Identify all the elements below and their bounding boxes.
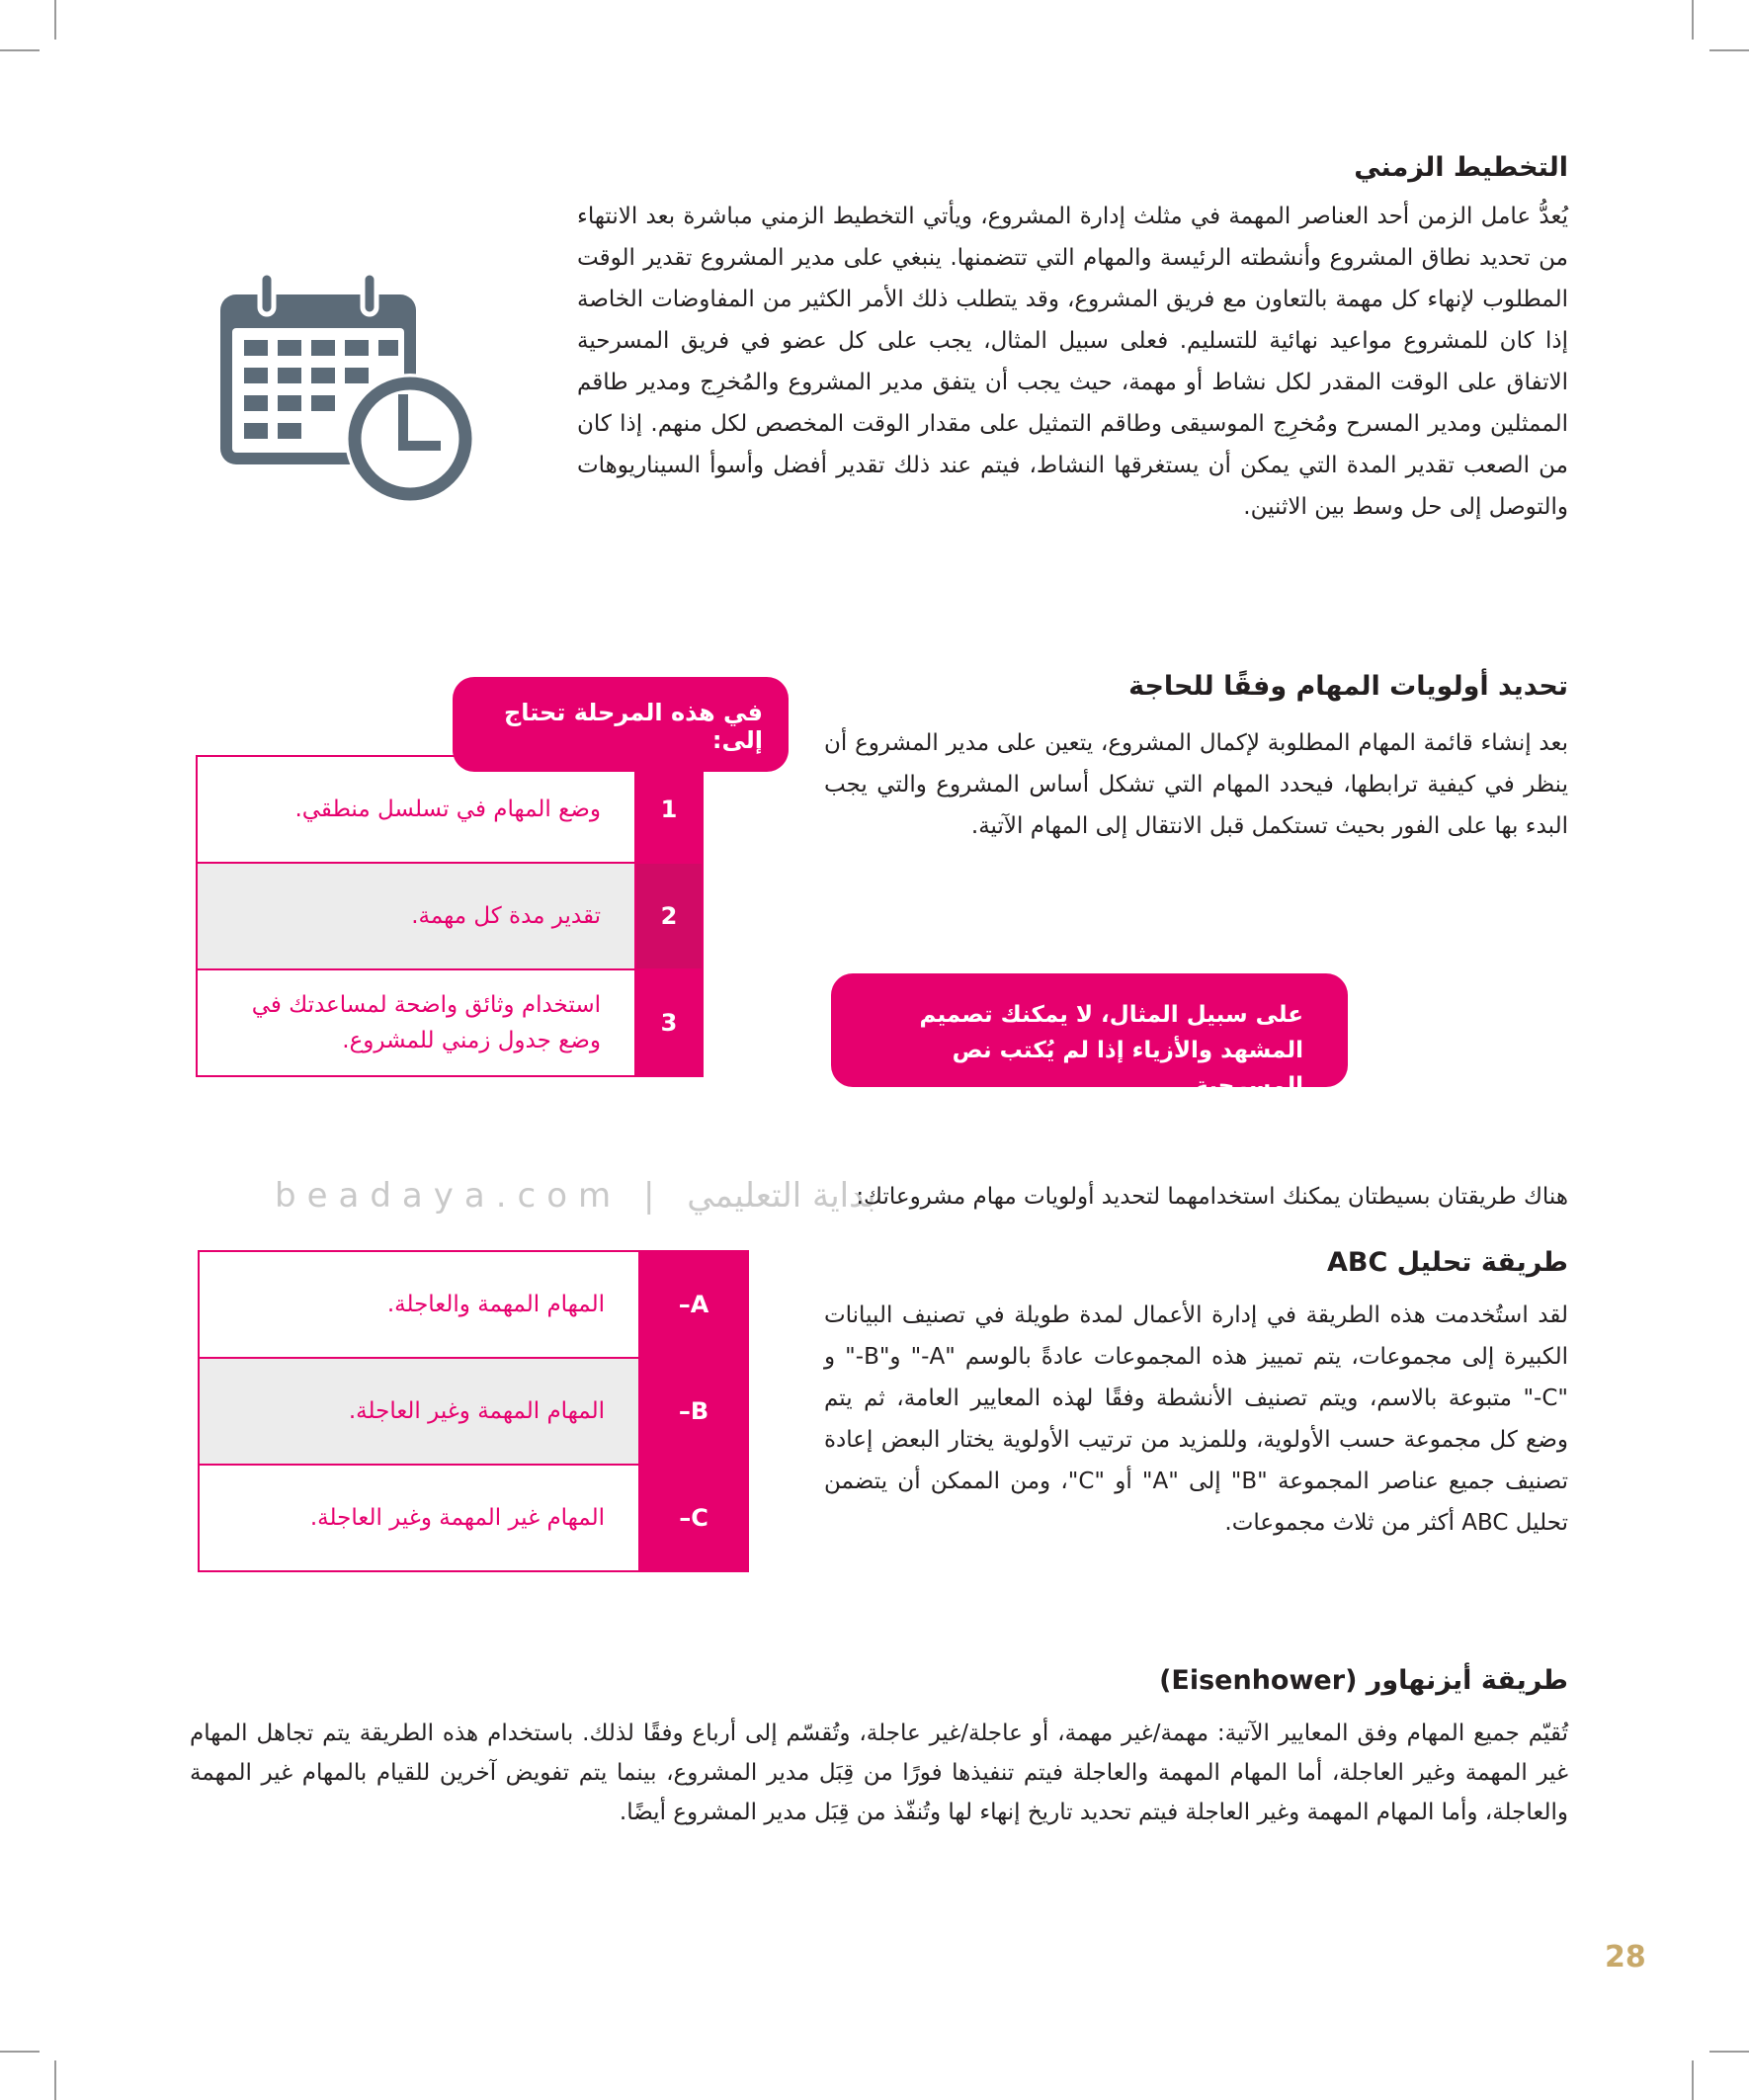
crop-mark [54, 0, 56, 40]
table-row [197, 756, 703, 863]
crop-mark [0, 49, 40, 51]
table-row [199, 1358, 748, 1465]
abc-group-text: المهام المهمة وغير العاجلة. [199, 1358, 639, 1465]
crop-mark [1692, 0, 1694, 40]
watermark: beadaya.com | بداية التعليمي [275, 1176, 876, 1216]
need-item-number: 3 [635, 969, 703, 1076]
section-title-abc: طريقة تحليل ABC [1326, 1247, 1568, 1278]
crop-mark [1692, 2060, 1694, 2100]
need-item-text: تقدير مدة كل مهمة. [197, 863, 635, 969]
section-title-priorities: تحديد أولويات المهام وفقًا للحاجة [1128, 671, 1568, 702]
need-item-number: 1 [635, 756, 703, 863]
abc-group-label: C– [639, 1465, 748, 1571]
crop-mark [54, 2060, 56, 2100]
abc-group-label: A– [639, 1251, 748, 1358]
need-box-title: في هذه المرحلة تحتاج إلى: [453, 677, 789, 772]
abc-groups-table [198, 1250, 749, 1572]
table-row [197, 969, 703, 1076]
need-item-text: وضع المهام في تسلسل منطقي. [197, 756, 635, 863]
crop-mark [0, 2051, 40, 2053]
example-callout: على سبيل المثال، لا يمكنك تصميم المشهد والأزياء إذا لم يُكتب نص المسرحية. [831, 973, 1348, 1087]
time-planning-paragraph: يُعدُّ عامل الزمن أحد العناصر المهمة في مثلث إدارة المشروع، ويأتي التخطيط الزمني مباشرة بعد الانتهاء من تحديد نطاق المشروع وأنشطته الرئيسة والمهام التي تتضمنها. ينبغي على مدير المشروع تقدير الوقت المطلوب لإنهاء كل مهمة بالتعاون مع فريق المشروع، وقد يتطلب ذلك الأمر الكثير من المفاوضات الخاصة إذا كان للمشروع مواعيد نهائية للتسليم. فعلى سبيل المثال، يجب على كل عضو في فريق المسرحية الاتفاق على الوقت المقدر لكل نشاط أو مهمة، حيث يجب أن يتفق مدير المشروع والمُخرِج ومدير طاقم الممثلين ومدير المسرح ومُخرِج الموسيقى وطاقم التمثيل على مقدار الوقت المخصص لكل منهم. إذا كان من الصعب تقدير المدة التي يمكن أن يستغرقها النشاط، فيتم عند ذلك تقدير أفضل وأسوأ السيناريوهات والتوصل إلى حل وسط بين الاثنين. [577, 204, 1568, 520]
abc-paragraph: لقد استُخدمت هذه الطريقة في إدارة الأعمال لمدة طويلة في تصنيف البيانات الكبيرة إلى مجموعات، يتم تمييز هذه المجموعات عادةً بالوسم "A-" و"B-" و "C-" متبوعة بالاسم، ويتم تصنيف الأنشطة وفقًا لهذه المعايير العامة، ثم يتم وضع كل مجموعة حسب الأولوية، وللمزيد من ترتيب الأولوية يختار البعض إعادة تصنيف جميع عناصر المجموعة "B" إلى "A" أو "C"، ومن الممكن أن يتضمن تحليل ABC أكثر من ثلاث مجموعات. [824, 1302, 1569, 1536]
crop-mark [1709, 49, 1749, 51]
methods-intro: هناك طريقتان بسيطتان يمكنك استخدامهما لتحديد أولويات مهام مشروعاتك: [856, 1184, 1568, 1210]
need-item-text: استخدام وثائق واضحة لمساعدتك في وضع جدول زمني للمشروع. [197, 969, 635, 1076]
table-row [197, 863, 703, 969]
table-row [199, 1465, 748, 1571]
abc-group-text: المهام المهمة والعاجلة. [199, 1251, 639, 1358]
crop-mark [1709, 2051, 1749, 2053]
page-number: 28 [1605, 1940, 1646, 1974]
need-items-table [196, 755, 704, 1077]
section-title-time-planning: التخطيط الزمني [1354, 152, 1568, 183]
need-item-number: 2 [635, 863, 703, 969]
table-row [199, 1251, 748, 1358]
section-title-eisenhower: طريقة أيزنهاور (Eisenhower) [1159, 1665, 1568, 1696]
eisenhower-paragraph: تُقيّم جميع المهام وفق المعايير الآتية: مهمة/غير مهمة، أو عاجلة/غير عاجلة، وتُقسّم إلى أرباع وفقًا لذلك. باستخدام هذه الطريقة يتم تجاهل المهام غير المهمة وغير العاجلة، أما المهام المهمة والعاجلة فيتم تنفيذها فورًا من قِبَل مدير المشروع، بينما يتم تفويض آخرين للقيام بالمهام غير المهمة والعاجلة، وأما المهام المهمة وغير العاجلة فيتم تحديد تاريخ إنهاء لها وتُنفّذ من قِبَل مدير المشروع أيضًا. [190, 1721, 1568, 1825]
priorities-paragraph: بعد إنشاء قائمة المهام المطلوبة لإكمال المشروع، يتعين على مدير المشروع أن ينظر في كيفية ترابطها، فيحدد المهام التي تشكل أساس المشروع والتي يجب البدء بها على الفور بحيث تستكمل قبل الانتقال إلى المهام الآتية. [824, 730, 1568, 839]
calendar-clock-icon [212, 267, 484, 514]
abc-group-text: المهام غير المهمة وغير العاجلة. [199, 1465, 639, 1571]
abc-group-label: B– [639, 1358, 748, 1465]
